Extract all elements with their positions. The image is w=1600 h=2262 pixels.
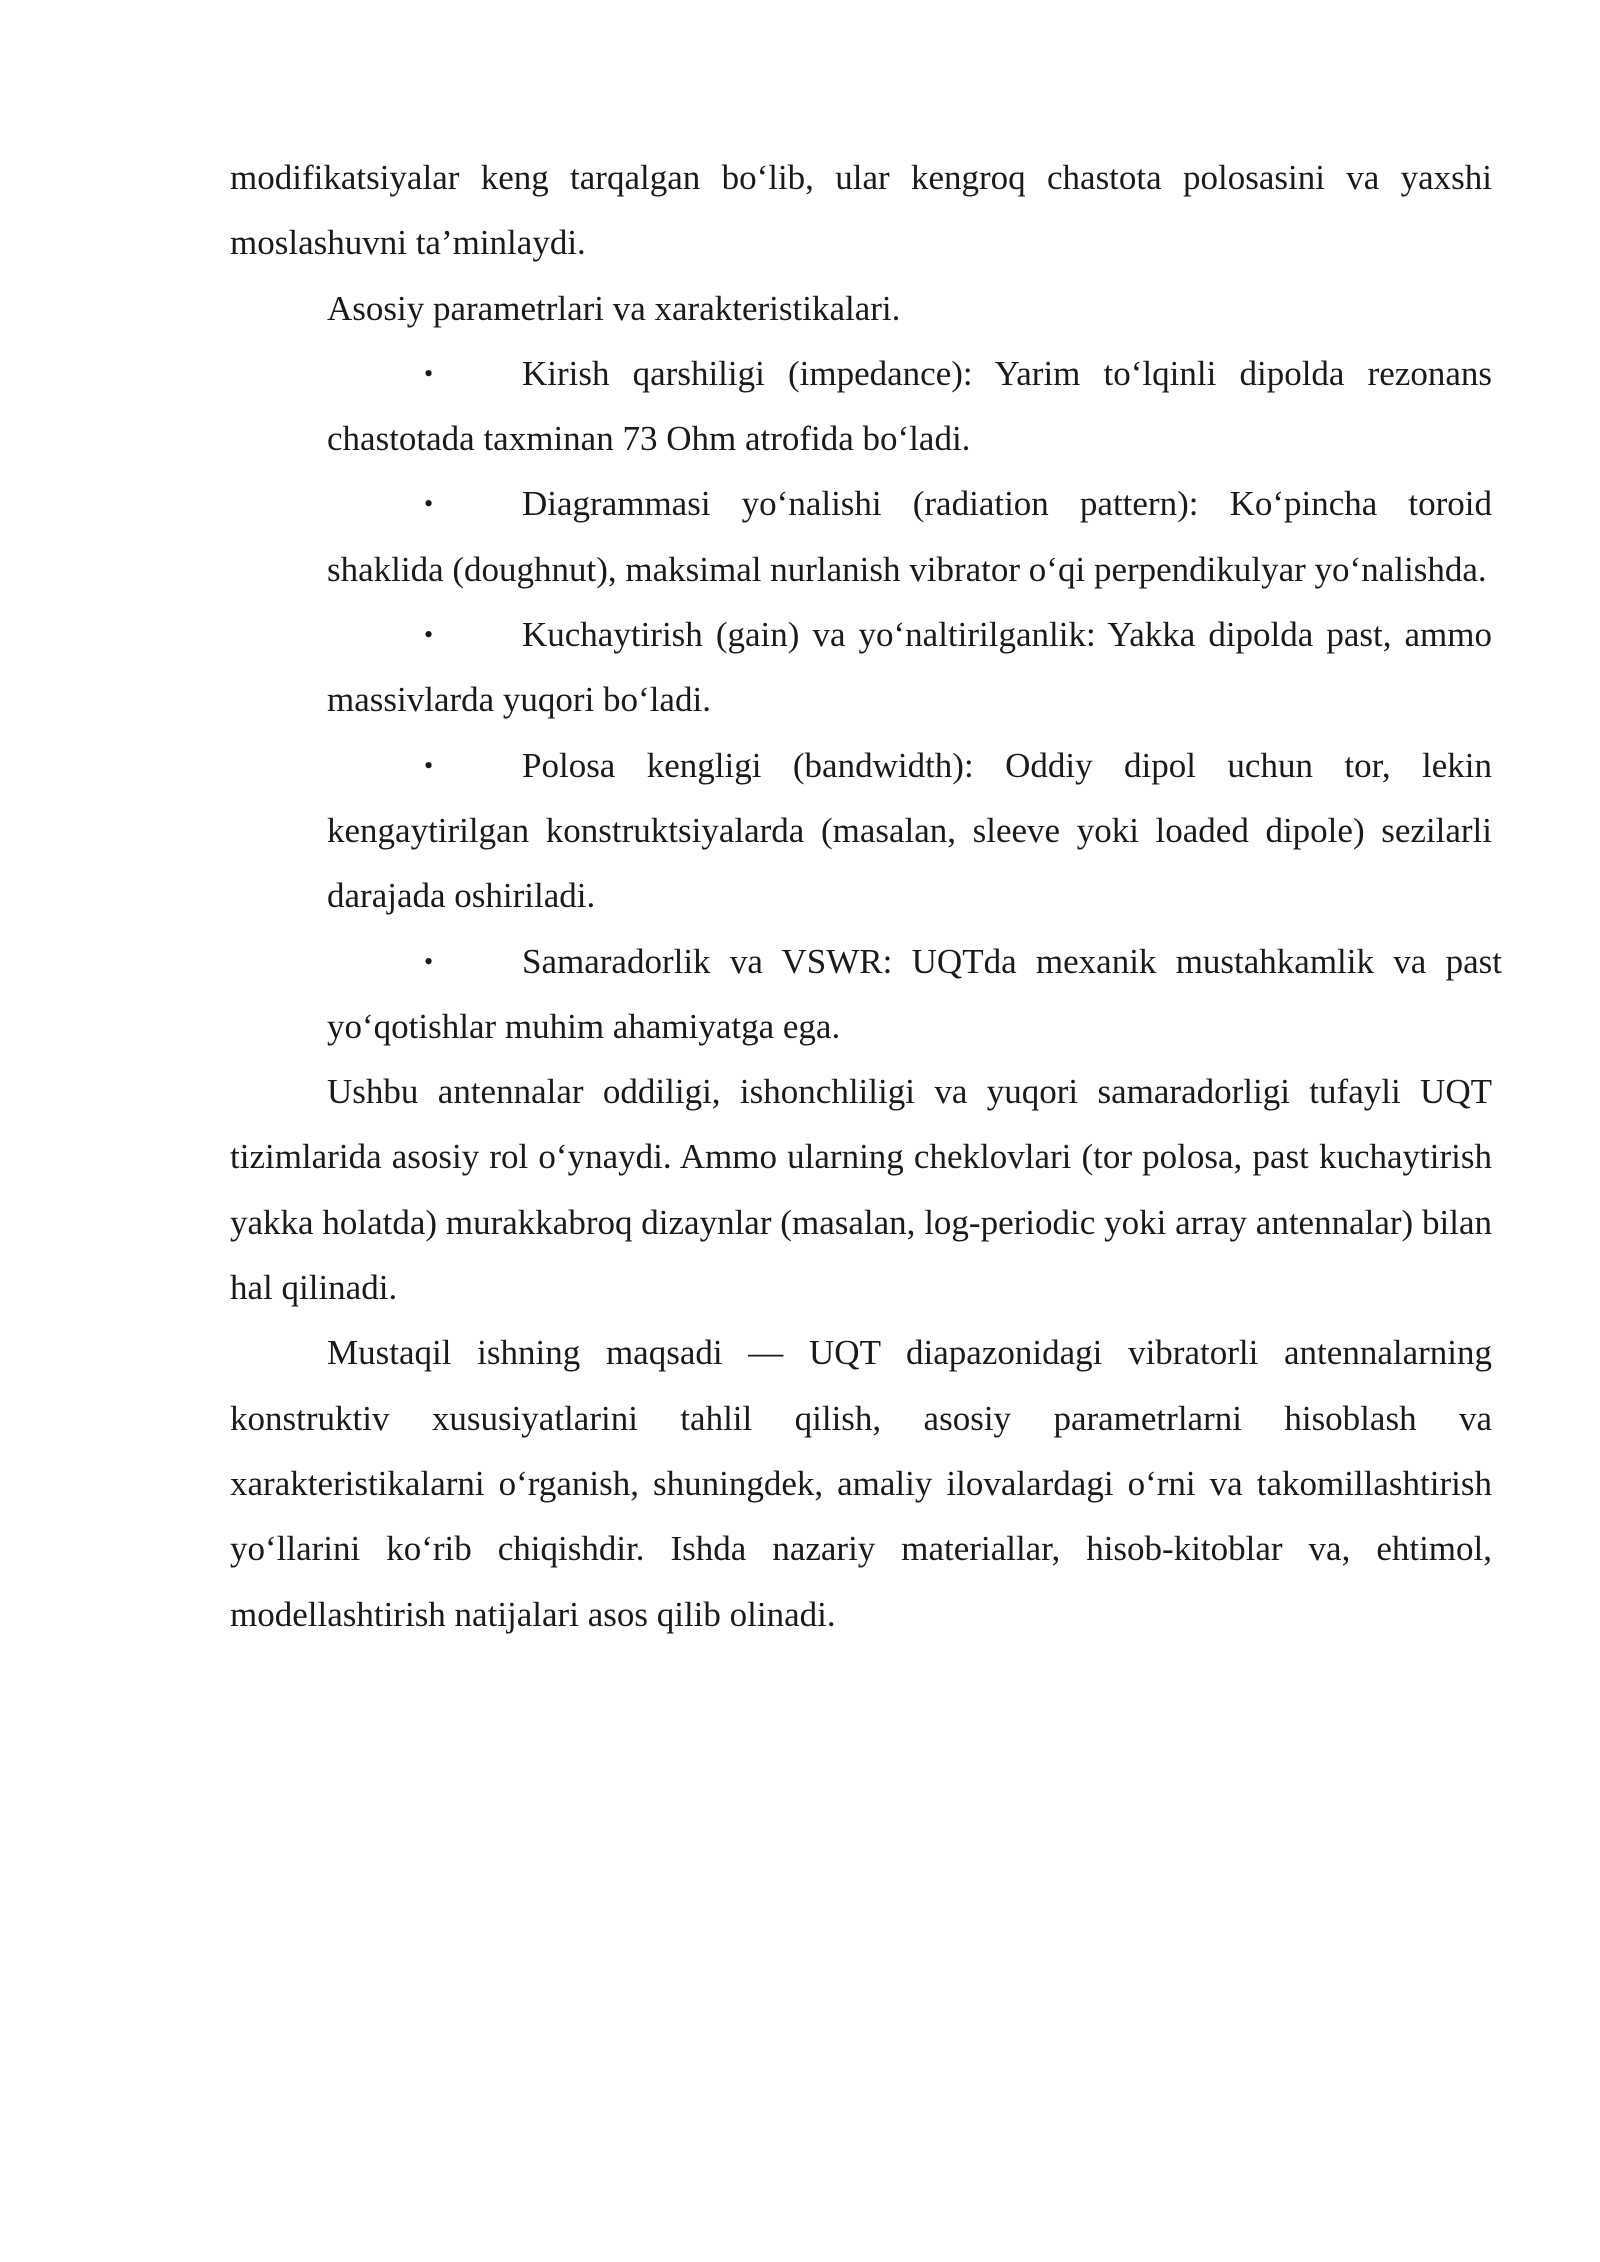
bullet-dot-icon: • bbox=[424, 358, 434, 388]
bullet-text: Kirish qarshiligi (impedance): Yarim to‘lqinli dipolda rezonans chastotada taxminan 73 Ohm atrofida bo‘ladi. bbox=[327, 353, 1492, 459]
bullet-dot-icon: • bbox=[424, 620, 434, 650]
bullet-text: Polosa kengligi (bandwidth): Oddiy dipol uchun tor, lekin kengaytirilgan konstruktsiyalarda (masalan, sleeve yoki loaded dipole) sezilarli darajada oshiriladi. bbox=[327, 745, 1492, 916]
paragraph-objective: Mustaqil ishning maqsadi — UQT diapazonidagi vibratorli antennalarning konstruktiv xususiyatlarini tahlil qilish, asosiy parametrlarni hisoblash va xarakteristikalarni o‘rganish, shuningdek, amaliy ilovalardagi o‘rni va takomillashtirish yo‘llarini ko‘rib chiqishdir. Ishda nazariy materiallar, hisob-kitoblar va, ehtimol, modellashtirish natijalari asos qilib olinadi. bbox=[230, 1333, 1492, 1634]
section-heading-parameters: Asosiy parametrlari va xarakteristikalari. bbox=[327, 288, 901, 328]
bullet-dot-icon: • bbox=[424, 489, 434, 519]
bullet-item-efficiency-vswr bbox=[327, 929, 1502, 1060]
bullet-item-radiation-pattern bbox=[327, 471, 1492, 602]
bullet-item-impedance bbox=[327, 341, 1492, 472]
bullet-text: Kuchaytirish (gain) va yo‘naltirilganlik: Yakka dipolda past, ammo massivlarda yuqori bo‘ladi. bbox=[327, 615, 1492, 720]
bullet-item-gain bbox=[327, 602, 1492, 733]
bullet-dot-icon: • bbox=[424, 946, 434, 976]
bullet-dot-icon: • bbox=[424, 750, 434, 780]
bullet-text: Diagrammasi yo‘nalishi (radiation pattern): Ko‘pincha toroid shaklida (doughnut), maksimal nurlanish vibrator o‘qi perpendikulyar yo‘nalishda. bbox=[327, 484, 1492, 589]
bullet-item-bandwidth bbox=[327, 733, 1492, 929]
paragraph-continuation: modifikatsiyalar keng tarqalgan bo‘lib, ular kengroq chastota polosasini va yaxshi moslashuvni ta’minlaydi. bbox=[230, 158, 1492, 263]
document-page bbox=[230, 145, 1502, 1647]
bullet-text: Samaradorlik va VSWR: UQTda mexanik mustahkamlik va past yo‘qotishlar muhim ahamiyatga ega. bbox=[327, 941, 1502, 1046]
parameters-bullet-list bbox=[230, 341, 1502, 1059]
paragraph-summary: Ushbu antennalar oddiligi, ishonchliligi va yuqori samaradorligi tufayli UQT tizimlarida asosiy rol o‘ynaydi. Ammo ularning cheklovlari (tor polosa, past kuchaytirish yakka holatda) murakkabroq dizaynlar (masalan, log-periodic yoki array antennalar) bilan hal qilinadi. bbox=[230, 1072, 1492, 1308]
